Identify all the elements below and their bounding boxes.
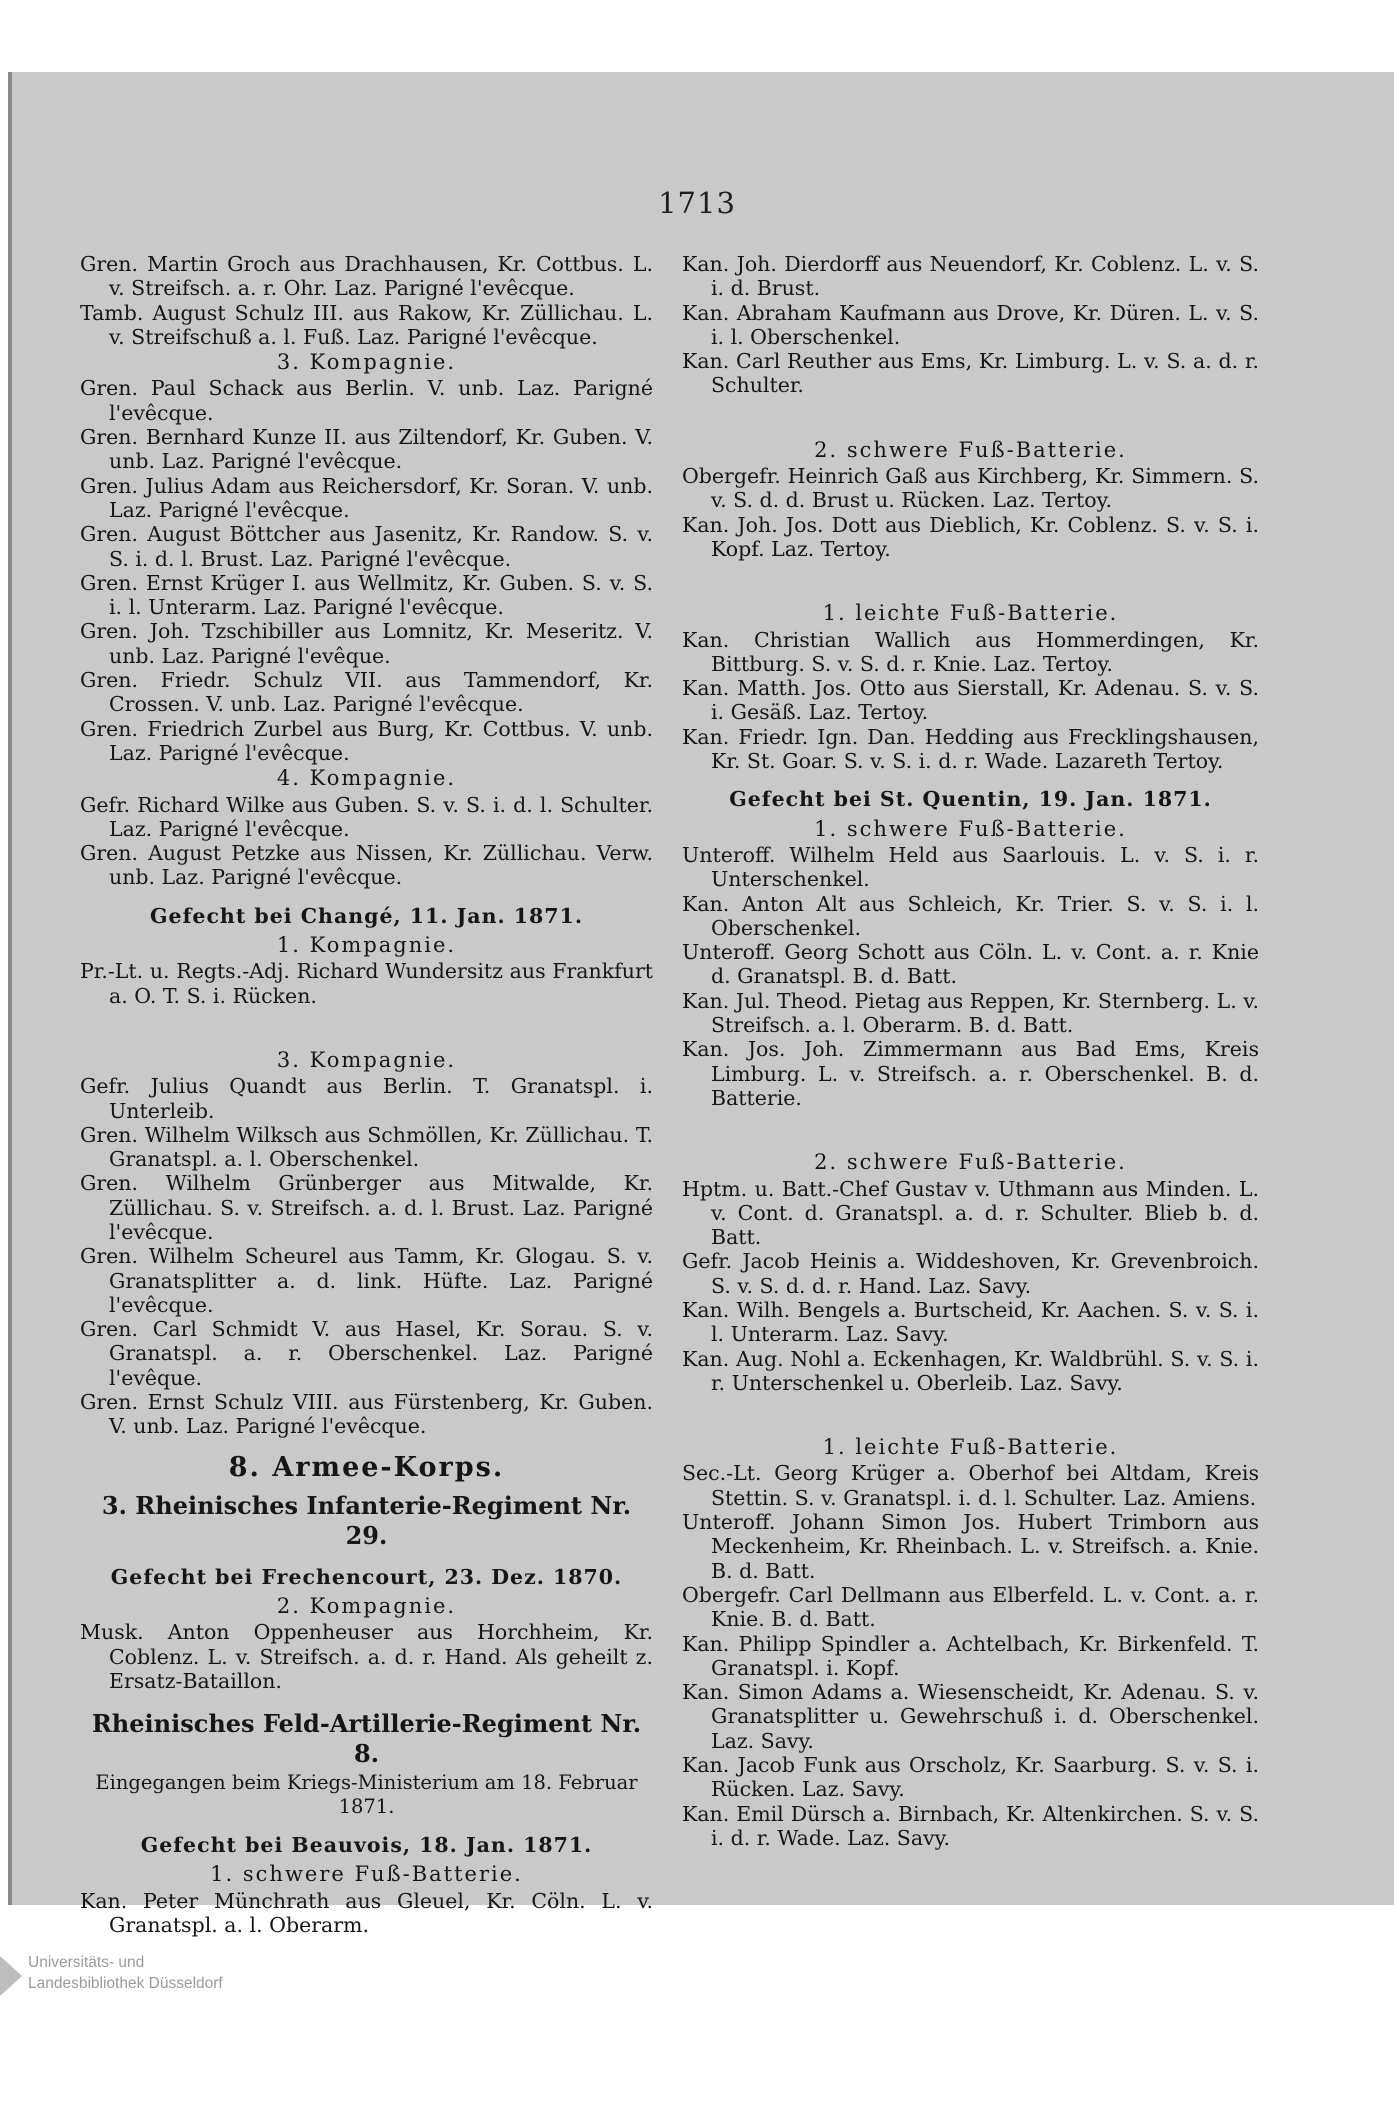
company-heading: 1. leichte Fuß-Batterie. [822, 601, 1119, 626]
casualty-entry: Gren. Bernhard Kunze II. aus Ziltendorf, Kr. Guben. V. unb. Laz. Parigné l'evêcque. [80, 425, 653, 474]
company-heading: 3. Kompagnie. [276, 1047, 457, 1072]
casualty-entry: Gren. Joh. Tzschibiller aus Lomnitz, Kr. Meseritz. V. unb. Laz. Parigné l'evêque. [80, 619, 653, 668]
casualty-entry: Unteroff. Georg Schott aus Cöln. L. v. Cont. a. r. Knie d. Granatspl. B. d. Batt. [682, 940, 1259, 989]
spacer [682, 1411, 1259, 1419]
regiment-heading: 3. Rheinisches Infanterie-Regiment Nr. 29. [101, 1490, 632, 1550]
casualty-entry: Kan. Joh. Dierdorff aus Neuendorf, Kr. Coblenz. L. v. S. i. d. Brust. [682, 252, 1259, 301]
company-heading: 1. Kompagnie. [276, 933, 457, 958]
casualty-entry: Obergefr. Carl Dellmann aus Elberfeld. L. v. Cont. a. r. Knie. B. d. Batt. [682, 1582, 1259, 1632]
page-number: 1713 [658, 186, 736, 220]
company-heading: 2. schwere Fuß-Batterie. [814, 1150, 1127, 1175]
casualty-entry: Gren. Martin Groch aus Drachhausen, Kr. Cottbus. L. v. Streifsch. a. r. Ohr. Laz. Parigné l'evêcque. [80, 252, 653, 301]
casualty-entry: Kan. Friedr. Ign. Dan. Hedding aus Frecklingshausen, Kr. St. Goar. S. v. S. i. d. r. Wade. Lazareth Tertoy. [682, 724, 1259, 774]
spacer [682, 414, 1259, 422]
received-note: Eingegangen beim Kriegs-Ministerium am 18. Februar 1871. [95, 1771, 638, 1819]
casualty-entry: Gren. Friedr. Schulz VII. aus Tammendorf, Kr. Crossen. V. unb. Laz. Parigné l'evêcque. [80, 668, 653, 717]
regiment-heading: Rheinisches Feld-Artillerie-Regiment Nr. 8. [91, 1709, 642, 1769]
library-logo-line2: Landesbibliothek Düsseldorf [28, 1975, 223, 1992]
company-heading: 1. schwere Fuß-Batterie. [210, 1862, 523, 1887]
battle-heading: Gefecht bei Changé, 11. Jan. 1871. [150, 903, 583, 928]
casualty-entry: Gren. August Petzke aus Nissen, Kr. Züllichau. Verw. unb. Laz. Parigné l'evêcque. [80, 841, 653, 890]
casualty-entry: Pr.-Lt. u. Regts.-Adj. Richard Wundersitz aus Frankfurt a. O. T. S. i. Rücken. [80, 959, 653, 1008]
casualty-entry: Kan. Christian Wallich aus Hommerdingen, Kr. Bittburg. S. v. S. d. r. Knie. Laz. Tertoy. [682, 627, 1259, 676]
casualty-entry: Kan. Jul. Theod. Pietag aus Reppen, Kr. Sternberg. L. v. Streifsch. a. l. Oberarm. B. d. Batt. [682, 988, 1259, 1038]
casualty-entry: Kan. Emil Dürsch a. Birnbach, Kr. Altenkirchen. S. v. S. i. d. r. Wade. Laz. Savy. [682, 1801, 1259, 1850]
library-logo-text [28, 1952, 223, 1994]
company-heading: 2. schwere Fuß-Batterie. [814, 437, 1127, 462]
casualty-entry: Gren. Ernst Krüger I. aus Wellmitz, Kr. Guben. S. v. S. i. l. Unterarm. Laz. Parigné l'evêcque. [80, 570, 653, 620]
casualty-entry: Musk. Anton Oppenheuser aus Horchheim, Kr. Coblenz. L. v. Streifsch. a. d. r. Hand. Als geheilt z. Ersatz-Bataillon. [80, 1620, 653, 1693]
casualty-entry: Gefr. Richard Wilke aus Guben. S. v. S. i. d. l. Schulter. Laz. Parigné l'evêcque. [80, 792, 653, 841]
casualty-entry: Kan. Anton Alt aus Schleich, Kr. Trier. S. v. S. i. l. Oberschenkel. [682, 891, 1259, 940]
casualty-entry: Kan. Simon Adams a. Wiesenscheidt, Kr. Adenau. S. v. Granatsplitter u. Gewehrschuß i. d. Oberschenkel. Laz. Savy. [682, 1680, 1259, 1753]
company-heading: 1. schwere Fuß-Batterie. [814, 816, 1127, 841]
page-margin-bottom [0, 1905, 1394, 2121]
casualty-entry: Kan. Philipp Spindler a. Achtelbach, Kr. Birkenfeld. T. Granatspl. i. Kopf. [682, 1631, 1259, 1680]
casualty-entry: Kan. Matth. Jos. Otto aus Sierstall, Kr. Adenau. S. v. S. i. Gesäß. Laz. Tertoy. [682, 676, 1259, 725]
casualty-entry: Sec.-Lt. Georg Krüger a. Oberhof bei Altdam, Kreis Stettin. S. v. Granatspl. i. d. l. Schulter. Laz. Amiens. [682, 1461, 1259, 1510]
library-logo-mark-icon [0, 1956, 22, 1996]
battle-heading: Gefecht bei Frechencourt, 23. Dez. 1870. [110, 1564, 623, 1589]
casualty-entry: Gren. Ernst Schulz VIII. aus Fürstenberg, Kr. Guben. V. unb. Laz. Parigné l'evêcque. [80, 1390, 653, 1439]
casualty-entry: Gren. Wilhelm Grünberger aus Mitwalde, Kr. Züllichau. S. v. Streifsch. a. d. l. Brust. Laz. Parigné l'evêcque. [80, 1171, 653, 1244]
corps-heading: 8. Armee-Korps. [228, 1451, 505, 1483]
casualty-entry: Gren. Carl Schmidt V. aus Hasel, Kr. Sorau. S. v. Granatspl. a. r. Oberschenkel. Laz. Parigné l'evêque. [80, 1317, 653, 1390]
casualty-entry: Gren. Paul Schack aus Berlin. V. unb. Laz. Parigné l'evêcque. [80, 376, 653, 425]
casualty-entry: Unteroff. Johann Simon Jos. Hubert Trimborn aus Meckenheim, Kr. Rheinbach. L. v. Streifsch. a. Knie. B. d. Batt. [682, 1510, 1259, 1583]
casualty-entry: Kan. Joh. Jos. Dott aus Dieblich, Kr. Coblenz. S. v. S. i. Kopf. Laz. Tertoy. [682, 512, 1259, 561]
casualty-entry: Hptm. u. Batt.-Chef Gustav v. Uthmann aus Minden. L. v. Cont. d. Granatspl. a. d. r. Schulter. Blieb b. d. Batt. [682, 1176, 1259, 1250]
company-heading: 2. Kompagnie. [276, 1593, 457, 1618]
casualty-entry: Kan. Abraham Kaufmann aus Drove, Kr. Düren. L. v. S. i. l. Oberschenkel. [682, 300, 1259, 349]
casualty-entry: Gren. Wilhelm Scheurel aus Tamm, Kr. Glogau. S. v. Granatsplitter a. d. link. Hüfte. Laz. Parigné l'evêcque. [80, 1244, 653, 1317]
spacer [80, 1024, 653, 1032]
spacer [682, 1126, 1259, 1134]
casualty-entry: Kan. Peter Münchrath aus Gleuel, Kr. Cöln. L. v. Granatspl. a. l. Oberarm. [80, 1888, 653, 1938]
casualty-entry: Kan. Wilh. Bengels a. Burtscheid, Kr. Aachen. S. v. S. i. l. Unterarm. Laz. Savy. [682, 1297, 1259, 1347]
casualty-entry: Unteroff. Wilhelm Held aus Saarlouis. L. v. S. i. r. Unterschenkel. [682, 842, 1259, 892]
right-column [682, 252, 1259, 1850]
casualty-entry: Gefr. Jacob Heinis a. Widdeshoven, Kr. Grevenbroich. S. v. S. d. d. r. Hand. Laz. Savy. [682, 1249, 1259, 1298]
casualty-entry: Kan. Aug. Nohl a. Eckenhagen, Kr. Waldbrühl. S. v. S. i. r. Unterschenkel u. Oberleib. Laz. Savy. [682, 1346, 1259, 1395]
page-edge-shadow [8, 72, 12, 2017]
casualty-entry: Gren. Julius Adam aus Reichersdorf, Kr. Soran. V. unb. Laz. Parigné l'evêcque. [80, 473, 653, 522]
casualty-entry: Kan. Jos. Joh. Zimmermann aus Bad Ems, Kreis Limburg. L. v. Streifsch. a. r. Oberschenkel. B. d. Batterie. [682, 1037, 1259, 1110]
casualty-entry: Gefr. Julius Quandt aus Berlin. T. Granatspl. i. Unterleib. [80, 1074, 653, 1123]
library-logo-line1: Universitäts- und [28, 1954, 145, 1971]
company-heading: 1. leichte Fuß-Batterie. [822, 1435, 1119, 1460]
casualty-entry: Obergefr. Heinrich Gaß aus Kirchberg, Kr. Simmern. S. v. S. d. d. Brust u. Rücken. Laz. Tertoy. [682, 464, 1259, 513]
casualty-entry: Kan. Jacob Funk aus Orscholz, Kr. Saarburg. S. v. S. i. Rücken. Laz. Savy. [682, 1753, 1259, 1802]
casualty-entry: Gren. August Böttcher aus Jasenitz, Kr. Randow. S. v. S. i. d. l. Brust. Laz. Parigné l'evêcque. [80, 522, 653, 571]
spacer [682, 577, 1259, 585]
left-column [80, 252, 653, 1937]
casualty-entry: Gren. Wilhelm Wilksch aus Schmöllen, Kr. Züllichau. T. Granatspl. a. l. Oberschenkel. [80, 1122, 653, 1172]
company-heading: 4. Kompagnie. [276, 766, 457, 791]
library-logo [0, 1952, 360, 1998]
company-heading: 3. Kompagnie. [276, 350, 457, 375]
battle-heading: Gefecht bei Beauvois, 18. Jan. 1871. [140, 1833, 593, 1858]
casualty-entry: Gren. Friedrich Zurbel aus Burg, Kr. Cottbus. V. unb. Laz. Parigné l'evêcque. [80, 716, 653, 765]
casualty-entry: Kan. Carl Reuther aus Ems, Kr. Limburg. L. v. S. a. d. r. Schulter. [682, 349, 1259, 398]
casualty-entry: Tamb. August Schulz III. aus Rakow, Kr. Züllichau. L. v. Streifschuß a. l. Fuß. Laz. Parigné l'evêcque. [80, 300, 653, 349]
battle-heading: Gefecht bei St. Quentin, 19. Jan. 1871. [729, 787, 1212, 812]
